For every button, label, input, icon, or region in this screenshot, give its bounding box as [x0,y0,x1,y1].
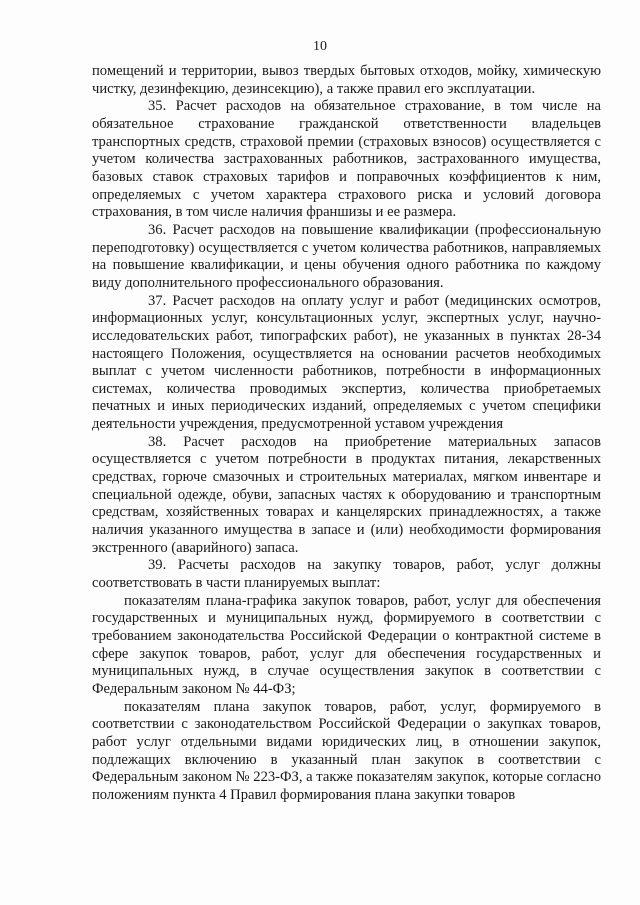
paragraph-35 [92,98,601,222]
paragraph-number: 38. [148,433,167,450]
paragraph-continuation [92,63,601,98]
paragraph-text: Расчет расходов на обязательное страхование, в том числе на обязательное страхование гражданской ответственности владельцев транспортных средств, страховой премии (страховых взносов) осуществляется с учетом количества застрахованных работников, застрахованного имущества, базовых ставок страховых тарифов и поправочных коэффициентов к ним, определяемых с учетом характера страхового риска и условий договора страхования, в том числе наличия франшизы и ее размера. [92,98,601,221]
paragraph-text: показателям плана закупок товаров, работ, услуг, формируемого в соответствии с законодательством Российской Федерации о закупках товаров, работ услуг отдельными видами юридических лиц, в отношении закупок, подлежащих включению в указанный план закупок в соответствии с Федеральным законом № 223-ФЗ, а также показателям закупок, которые согласно положениям пункта 4 Правил формирования плана закупки товаров [92,698,601,803]
paragraph-36 [92,222,601,293]
document-body [92,63,601,805]
paragraph-37 [92,293,601,434]
paragraph-text: помещений и территории, вывоз твердых бытовых отходов, мойку, химическую чистку, дезинфекцию, дезинсекцию), а также правил его эксплуатации. [92,63,601,97]
subparagraph-223fz [92,699,601,805]
paragraph-number: 37. [148,292,167,309]
paragraph-text: Расчет расходов на оплату услуг и работ (медицинских осмотров, информационных услуг, консультационных услуг, экспертных услуг, научно-исследовательских работ, типографских работ), не указанных в пунктах 28-34 настоящего Положения, осуществляется на основании расчетов необходимых выплат с учетом численности работников, потребности в информационных системах, количества проводимых экспертиз, количества приобретаемых печатных и иных периодических изданий, определяемых с учетом специфики деятельности учреждения, предусмотренной уставом учреждения [92,292,601,433]
paragraph-39 [92,557,601,592]
page-number: 10 [313,39,327,54]
subparagraph-44fz [92,593,601,699]
paragraph-text: Расчеты расходов на закупку товаров, работ, услуг должны соответствовать в части планируемых выплат: [92,557,601,592]
paragraph-text: Расчет расходов на приобретение материальных запасов осуществляется с учетом потребности в продуктах питания, лекарственных средствах, горюче смазочных и строительных материалах, мягком инвентаре и специальной одежде, обуви, запасных частях к оборудованию и транспортным средствам, хозяйственных товарах и канцелярских принадлежностях, а также наличия указанного имущества в запасе и (или) необходимости формирования экстренного (аварийного) запаса. [92,433,601,556]
paragraph-number: 39. [148,557,167,574]
paragraph-number: 36. [148,221,167,238]
paragraph-38 [92,434,601,558]
paragraph-text: Расчет расходов на повышение квалификации (профессиональную переподготовку) осуществляется с учетом количества работников, направляемых на повышение квалификации, и цены обучения одного работника по каждому виду дополнительного профессионального образования. [92,221,602,291]
paragraph-text: показателям плана-графика закупок товаров, работ, услуг для обеспечения государственных и муниципальных нужд, формируемого в соответствии с требованием законодательства Российской Федерации о контрактной системе в сфере закупок товаров, работ, услуг для обеспечения государственных и муниципальных нужд, в случае осуществления закупок в соответствии с Федеральным законом № 44-ФЗ; [92,592,601,697]
paragraph-number: 35. [148,98,167,115]
